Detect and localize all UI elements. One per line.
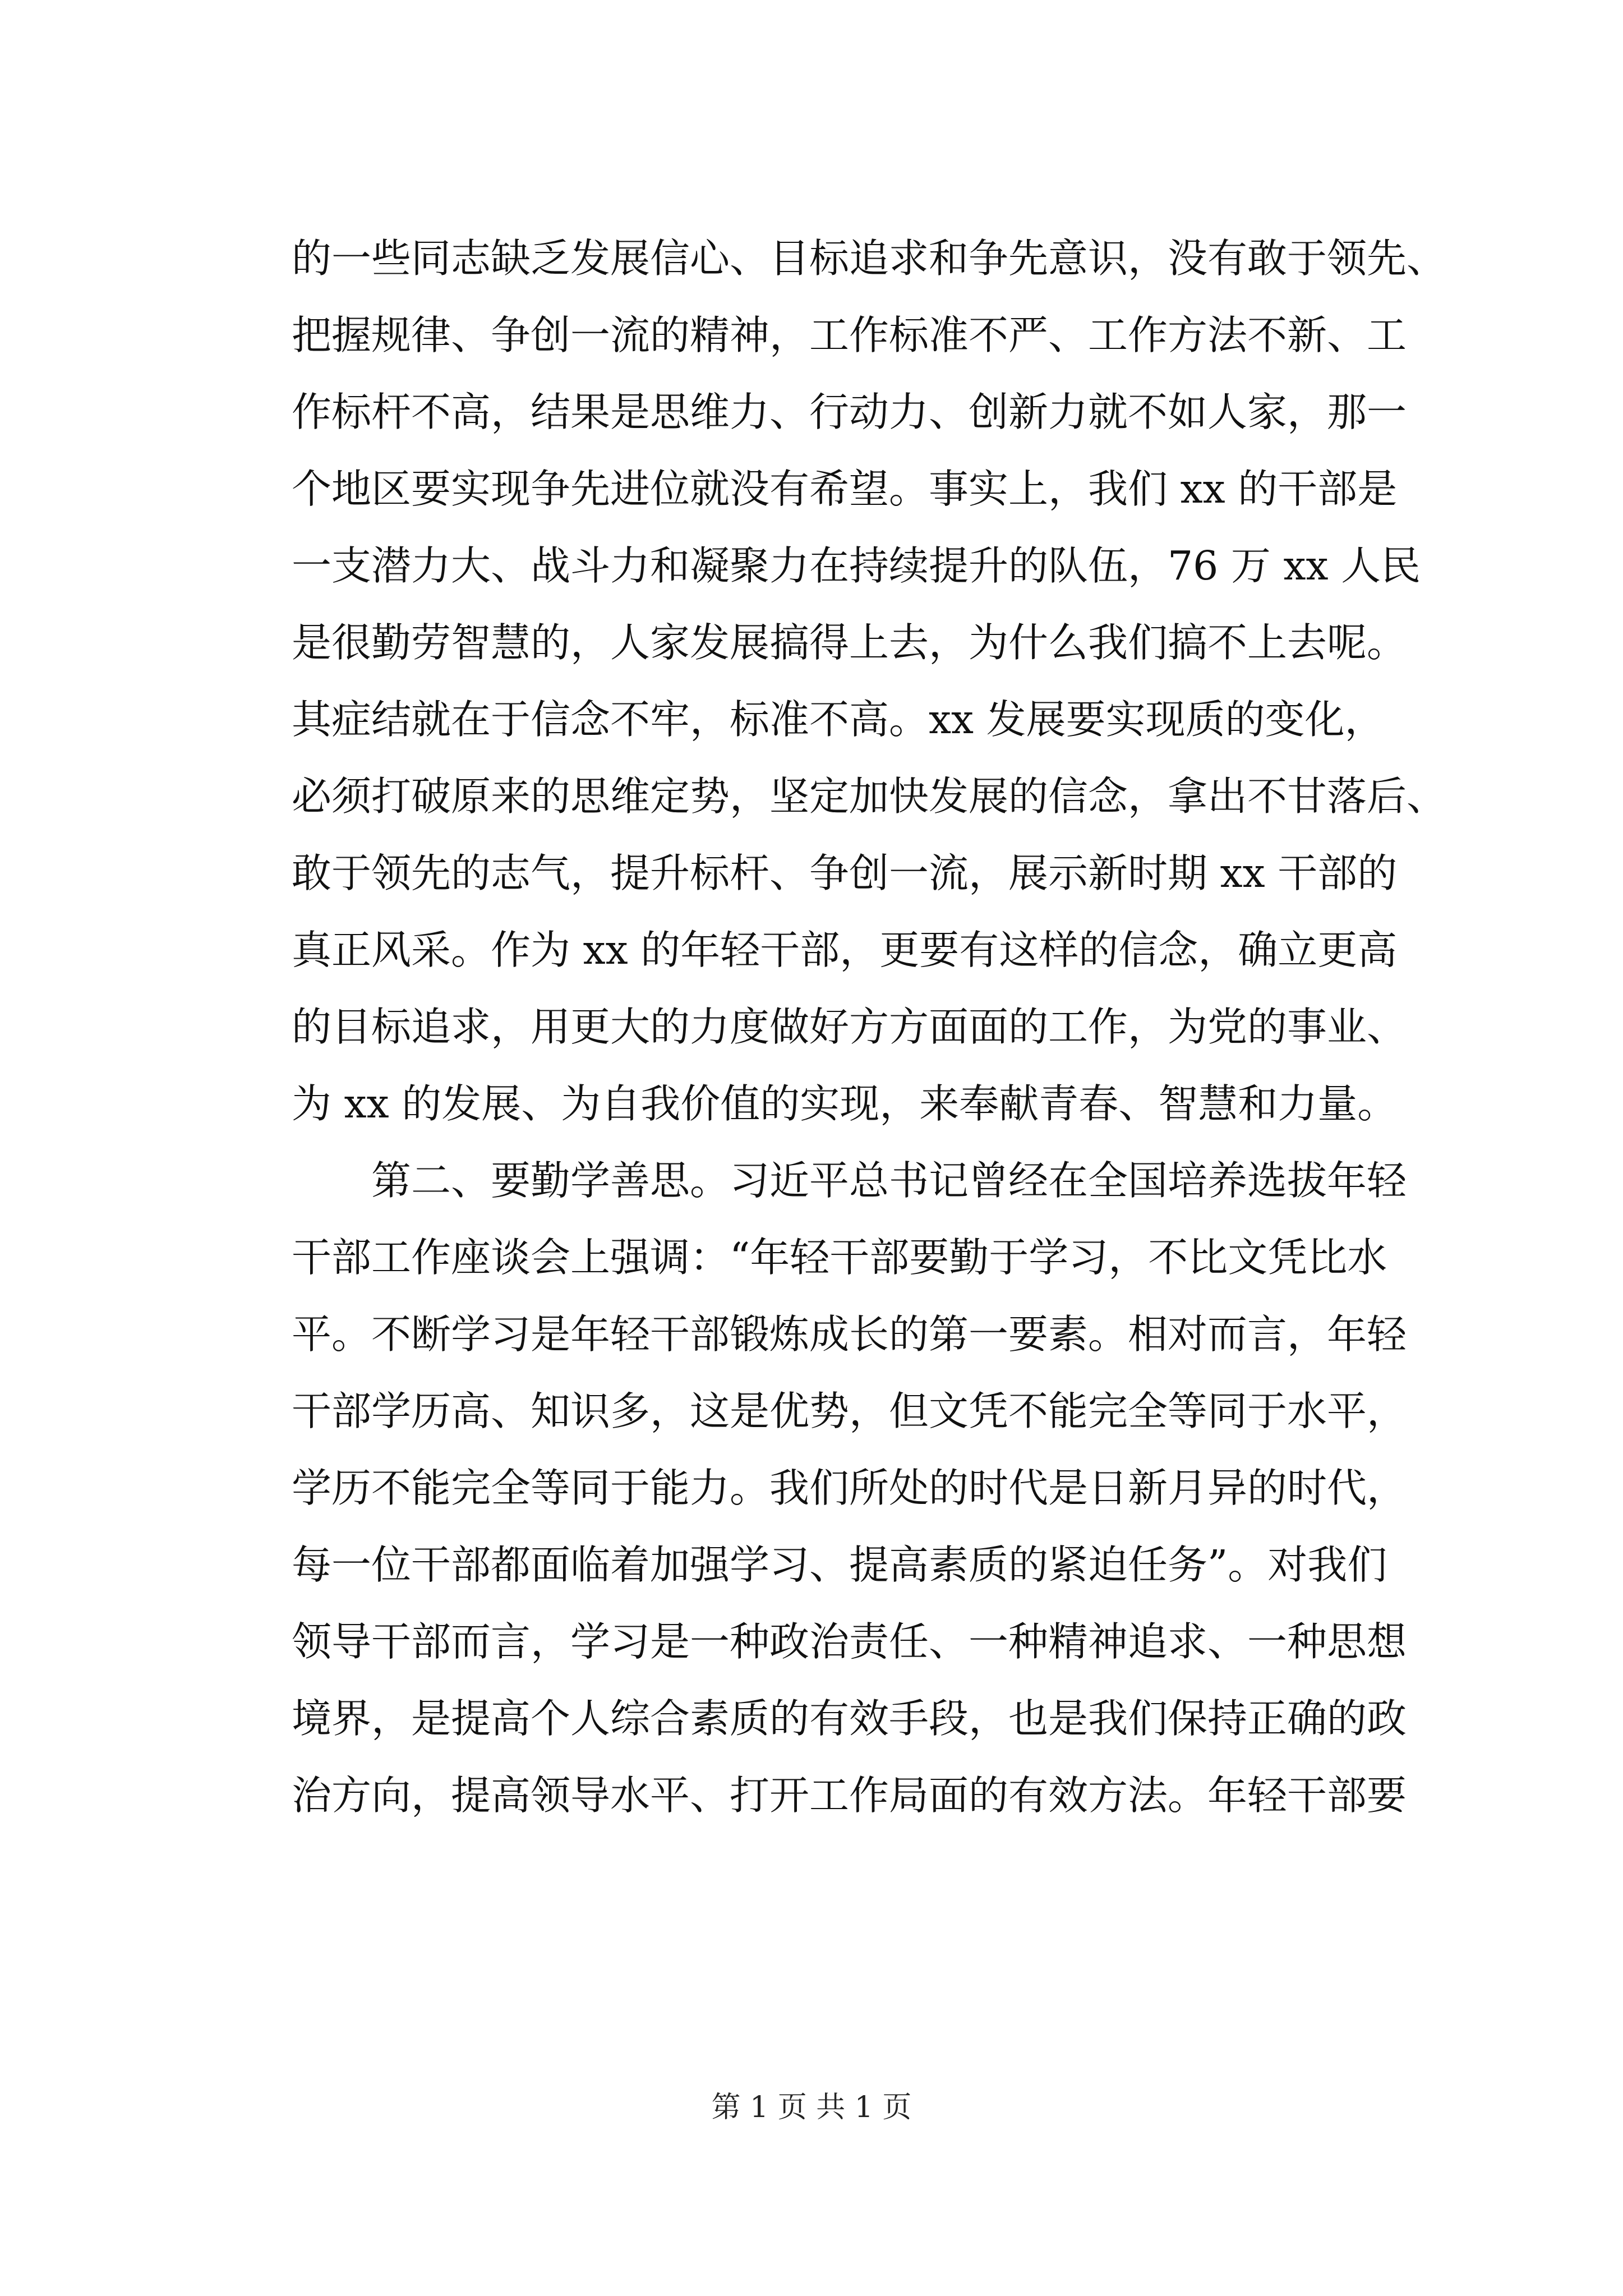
text-line: 其症结就在于信念不牢，标准不高。xx 发展要实现质的变化， [292, 696, 1385, 743]
text-line: 为 xx 的发展、为自我价值的实现，来奉献青春、智慧和力量。 [292, 1080, 1398, 1127]
text-line: 一支潜力大、战斗力和凝聚力在持续提升的队伍，76 万 xx 人民 [292, 542, 1421, 589]
text-line: 平。不断学习是年轻干部锻炼成长的第一要素。相对而言，年轻 [292, 1311, 1407, 1358]
text-line: 领导干部而言，学习是一种政治责任、一种精神追求、一种思想 [292, 1618, 1407, 1665]
body-text [292, 220, 1447, 1834]
text-line: 每一位干部都面临着加强学习、提高素质的紧迫任务”。对我们 [292, 1542, 1387, 1588]
text-line: 作标杆不高，结果是思维力、行动力、创新力就不如人家，那一 [292, 389, 1407, 435]
text-line: 把握规律、争创一流的精神，工作标准不严、工作方法不新、工 [292, 312, 1407, 358]
paragraph-start-line: 第二、要勤学善思。习近平总书记曾经在全国培养选拔年轻 [371, 1157, 1407, 1204]
text-line: 境界，是提高个人综合素质的有效手段，也是我们保持正确的政 [292, 1695, 1407, 1742]
text-line: 是很勤劳智慧的，人家发展搞得上去，为什么我们搞不上去呢。 [292, 619, 1407, 666]
text-line: 干部工作座谈会上强调：“年轻干部要勤于学习，不比文凭比水 [292, 1234, 1387, 1281]
text-line: 学历不能完全等同于能力。我们所处的时代是日新月异的时代， [292, 1465, 1407, 1511]
text-line: 干部学历高、知识多，这是优势，但文凭不能完全等同于水平， [292, 1388, 1407, 1434]
page-footer: 第 1 页 共 1 页 [711, 2091, 912, 2124]
text-line: 治方向，提高领导水平、打开工作局面的有效方法。年轻干部要 [292, 1772, 1407, 1819]
text-line: 的目标追求，用更大的力度做好方方面面的工作，为党的事业、 [292, 1004, 1407, 1050]
text-line: 的一些同志缺乏发展信心、目标追求和争先意识，没有敢于领先、 [292, 235, 1447, 282]
text-line: 必须打破原来的思维定势，坚定加快发展的信念，拿出不甘落后、 [292, 773, 1447, 820]
text-line: 敢于领先的志气，提升标杆、争创一流，展示新时期 xx 干部的 [292, 850, 1398, 896]
text-line: 个地区要实现争先进位就没有希望。事实上，我们 xx 的干部是 [292, 466, 1398, 512]
text-line: 真正风采。作为 xx 的年轻干部，更要有这样的信念，确立更高 [292, 927, 1398, 973]
